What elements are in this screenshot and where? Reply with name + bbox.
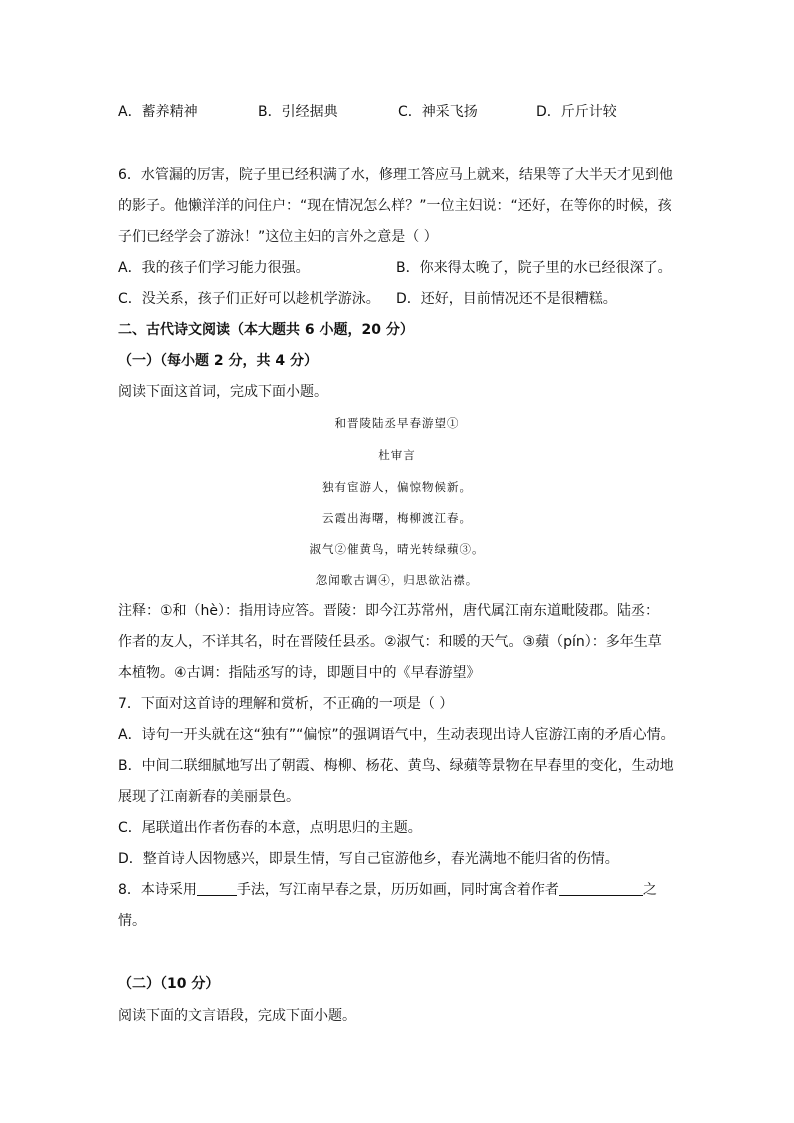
q7-option-b-line2: 展现了江南新春的美丽景色。 xyxy=(118,789,300,805)
poem-line-1: 独有宦游人，偏惊物候新。 xyxy=(322,480,472,494)
q6-stem-line1: 6．水管漏的厉害，院子里已经积满了水，修理工答应马上就来，结果等了大半天才见到他 xyxy=(118,167,673,183)
q7-option-c: C．尾联道出作者伤春的本意，点明思归的主题。 xyxy=(118,820,422,836)
q6-stem-line2: 的影子。他懒洋洋的问住户：“现在情况怎么样？”一位主妇说：“还好，在等你的时候，孩 xyxy=(118,198,672,214)
q8-stem-part1: 8．本诗采用 xyxy=(118,882,197,898)
poem-author: 杜审言 xyxy=(378,448,416,462)
part2-instruction: 阅读下面的文言语段，完成下面小题。 xyxy=(118,1008,356,1024)
notes-line1: 注释：①和（hè）：指用诗应答。晋陵：即今江苏常州，唐代属江南东道毗陵郡。陆丞： xyxy=(118,603,660,619)
q6-stem-line3: 子们已经学会了游泳！”这位主妇的言外之意是（ ） xyxy=(118,229,438,245)
section2-heading: 二、古代诗文阅读（本大题共 6 小题，20 分） xyxy=(118,322,414,338)
q5-option-b: B．引经据典 xyxy=(258,104,338,120)
poem-line-3: 淑气②催黄鸟，晴光转绿蘋③。 xyxy=(309,542,485,556)
q6-option-a: A．我的孩子们学习能力很强。 xyxy=(118,260,310,276)
q7-option-a: A．诗句一开头就在这“独有”“偏惊”的强调语气中，生动表现出诗人宦游江南的矛盾心情。 xyxy=(118,727,675,743)
q5-option-d: D．斤斤计较 xyxy=(536,104,617,120)
q8-stem-part2: 手法，写江南早春之景，历历如画，同时寓含着作者 xyxy=(236,882,559,898)
notes-line2: 作者的友人，不详其名，时在晋陵任县丞。②淑气：和暖的天气。③蘋（pín）：多年生草 xyxy=(118,634,662,650)
q8-blank-emotion[interactable] xyxy=(559,881,643,896)
poem-line-4: 忽闻歌古调④，归思欲沾襟。 xyxy=(315,573,479,587)
q8-stem-part3: 之 xyxy=(642,882,657,898)
part1-heading: （一）（每小题 2 分，共 4 分） xyxy=(118,353,318,369)
q6-option-b: B．你来得太晚了，院子里的水已经很深了。 xyxy=(396,260,672,276)
q5-option-c: C．神采飞扬 xyxy=(398,104,478,120)
q7-option-b-line1: B．中间二联细腻地写出了朝霞、梅柳、杨花、黄鸟、绿蘋等景物在早春里的变化，生动地 xyxy=(118,758,674,774)
q8-blank-technique[interactable] xyxy=(197,881,237,896)
poem-line-2: 云霞出海曙，梅柳渡江春。 xyxy=(322,511,472,525)
part2-heading: （二）（10 分） xyxy=(118,976,220,992)
part1-instruction: 阅读下面这首词，完成下面小题。 xyxy=(118,384,328,400)
q8-stem-line2: 情。 xyxy=(118,913,146,929)
q7-stem: 7．下面对这首诗的理解和赏析，不正确的一项是（ ） xyxy=(118,696,454,712)
q8-stem xyxy=(118,880,678,900)
notes-line3: 本植物。④古调：指陆丞写的诗，即题目中的《早春游望》 xyxy=(118,665,481,681)
q6-option-c: C．没关系，孩子们正好可以趁机学游泳。 xyxy=(118,291,380,307)
poem-title: 和晋陵陆丞早春游望① xyxy=(334,416,460,430)
q7-option-d: D．整首诗人因物感兴，即景生情，写自己宦游他乡，春光满地不能归省的伤情。 xyxy=(118,851,619,867)
q6-option-d: D．还好，目前情况还不是很糟糕。 xyxy=(396,291,617,307)
q5-option-a: A．蓄养精神 xyxy=(118,104,198,120)
